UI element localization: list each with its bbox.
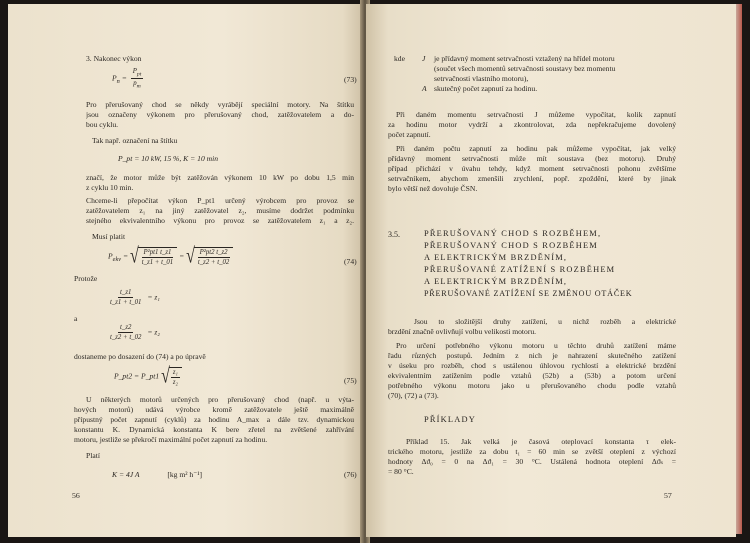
p9-line-3: přípustný počet zapnutí (cyklů) za hodinu A_max a dále tzv. dynamickou xyxy=(74,415,354,424)
p7-text: a xyxy=(74,314,78,323)
rp5-line-4: = 80 °C. xyxy=(388,467,414,476)
frac-b-den: t_z2 + t_02 xyxy=(110,334,142,341)
frac-a-den: t_z1 + t_01 xyxy=(110,299,142,306)
label-equation: P_pt = 10 kW, 15 %, K = 10 min xyxy=(118,154,219,163)
eq73-lhs-sub: n xyxy=(116,78,120,86)
eq74-num-1: P²pt1 t_z1 xyxy=(143,249,172,256)
p9-line-5: motoru, jestliže se překročí maximální počet zapnutí za hodinu. xyxy=(74,435,268,444)
p9-line-2: hových motorů) udává výrobce kromě zatěžovatele ještě maximálně xyxy=(74,405,354,414)
def-sym-1: J xyxy=(422,54,426,63)
eq73-lhs: P xyxy=(112,73,117,83)
frac-a-num: t_z1 xyxy=(120,289,132,296)
section-title-line-6: PŘERUŠOVANÉ ZATÍŽENÍ SE ZMĚNOU OTÁČEK xyxy=(424,289,633,298)
section-title-line-5: A ELEKTRICKÝM BRZDĚNÍM, xyxy=(424,277,568,286)
eq76-number: (76) xyxy=(344,470,357,479)
rp5-line-3: hodnoty Δϑ₀ = 0 na Δϑ₁ = 30 °C. Ustálená hodnota oteplení Δϑₛ = xyxy=(388,457,676,466)
equation-75: P_pt2 = P_pt1 √ $\frac{\text{z₁}}{\text{z₂}}$ xyxy=(114,367,182,386)
equation-73: $P_n$ = $\frac{P_{pt}}{p_m}$ xyxy=(112,68,142,90)
eq74-number: (74) xyxy=(344,257,357,266)
page-edge xyxy=(736,4,742,534)
section-title-line-1: PŘERUŠOVANÝ CHOD S ROZBĚHEM, xyxy=(424,229,602,238)
eq75-num: z₁ xyxy=(172,369,178,376)
eq74-lhs-sub: ekv xyxy=(112,255,122,263)
eq74-num-2: P²pt2 t_z2 xyxy=(199,249,228,256)
eq73-num: P xyxy=(132,68,137,75)
eq73-den-sub: m xyxy=(136,83,141,90)
eq75-number: (75) xyxy=(344,376,357,385)
frac-b-rhs: = z₂ xyxy=(147,327,160,337)
p10-text: Platí xyxy=(86,451,100,460)
rp5-line-2: trického motoru, jestliže za dobu t₁ = 60 min se zvětší oteplení z výchozí xyxy=(388,447,676,456)
left-page-number: 56 xyxy=(72,491,80,500)
eq76-unit: [kg m² h⁻¹] xyxy=(167,470,203,479)
rp4-line-3: v úseku pro rozběh, chod s ustálenou úhlovou rychlostí a elektrické brzdění xyxy=(388,361,676,370)
eq73-num-sub: pt xyxy=(136,71,142,78)
p9-line-4: konstantu K. Dynamická konstanta K bere zřetel na zvětšené zahřívání xyxy=(74,425,354,434)
p1-line-3: bou cyklu. xyxy=(86,120,119,129)
def-text-3: setrvačnosti vlastního motoru), xyxy=(434,74,529,83)
section-title-line-2: PŘERUŠOVANÝ CHOD S ROZBĚHEM xyxy=(424,241,598,250)
def-text-4: skutečný počet zapnutí za hodinu. xyxy=(434,84,538,93)
p3-line-2: z cyklu 10 min. xyxy=(86,183,134,192)
eq74-den-1: t_z1 + t_01 xyxy=(141,259,174,266)
def-text-1: je přídavný moment setrvačnosti vztažený na hřídel motoru xyxy=(434,54,615,63)
rp4-line-1: Pro určení potřebného výkonu motoru u těchto druhů zatížení máme xyxy=(396,341,676,350)
eq76-lhs: K = 4J A xyxy=(112,470,140,479)
eq74-root-1: √ $\frac{\text{P²pt1 t\_z1}}{t\_z1 + t\_01}$ xyxy=(130,247,177,266)
def-sym-4: A xyxy=(422,84,427,93)
def-text-2: (součet všech momentů setrvačnosti soustavy bez momentu xyxy=(434,64,616,73)
p1-line-1: Pro přerušovaný chod se někdy vyrábějí speciální motory. Na štítku xyxy=(86,100,354,109)
section-title-line-3: A ELEKTRICKÝM BRZDĚNÍM, xyxy=(424,253,568,262)
eq74-den-2: t_z2 + t_02 xyxy=(197,259,230,266)
kde-label: kde xyxy=(394,54,405,63)
examples-heading: PŘÍKLADY xyxy=(424,415,476,424)
eq75-den: z₂ xyxy=(172,379,178,386)
p9-line-1: U některých motorů určených pro přerušovaný chod (např. u výta- xyxy=(86,395,354,404)
rp2-line-4: setrvačníkem, abychom zmenšili zrychlení, popř. zpoždění, které by jinak xyxy=(388,174,676,183)
eq74-root-2: √ $\frac{\text{P²pt2 t\_z2}}{t\_z2 + t\_02}$ xyxy=(186,247,233,266)
p3-line-1: značí, že motor může být zatěžován výkonem 10 kW po dobu 1,5 min xyxy=(86,173,354,182)
rp4-line-5: potřebného výkonu motoru jako u přerušovaného chodu podle vztahů xyxy=(388,381,676,390)
p1-line-2: jsou označeny výkonem pro přerušovaný chod, zatěžovatelem a do- xyxy=(86,110,354,119)
section-title-line-4: PŘERUŠOVANÉ ZATÍŽENÍ S ROZBĚHEM xyxy=(424,265,616,274)
rp1-line-2: za hodinu motor vydrží a zkontrolovat, zda nepřekračujeme dovolený xyxy=(388,120,676,129)
fraction-b xyxy=(106,324,160,341)
rp3-line-1: Jsou to složitější druhy zatížení, u nichž rozběh a elektrické xyxy=(414,317,676,326)
left-page xyxy=(8,4,364,537)
p5-text: Musí platit xyxy=(92,232,126,241)
section-number: 3.5. xyxy=(388,230,400,239)
rp4-line-2: řadu různých postupů. Jedním z nich je nahrazení skutečného zatížení xyxy=(388,351,676,360)
eq75-lhs: P_pt2 = P_pt1 xyxy=(114,371,160,381)
rp4-line-6: (70), (72) a (73). xyxy=(388,391,439,400)
rp1-line-3: počet zapnutí. xyxy=(388,130,431,139)
frac-a-rhs: = z₁ xyxy=(147,292,160,302)
rp1-line-1: Při daném momentu setrvačnosti J můžeme vypočítat, kolik zapnutí xyxy=(396,110,676,119)
item-3-text: 3. Nakonec výkon xyxy=(86,54,142,63)
p2-text: Tak např. označení na štítku xyxy=(92,136,178,145)
frac-b-num: t_z2 xyxy=(120,324,132,331)
p4-line-3: stejného ekvivalentního výkonu pro provoz se zatěžovatelem z₁ a z₂. xyxy=(86,216,354,225)
p4-line-2: zatěžovatelem z₁ na jiný zatěžovatel z₂, musíme dodržet podmínku xyxy=(86,206,354,215)
eq74-lhs: P xyxy=(108,251,113,261)
rp2-line-3: případ přichází v úvahu tehdy, když moment setrvačnosti pohonu zvětšíme xyxy=(388,164,676,173)
equation-76 xyxy=(112,470,202,479)
rp2-line-2: přídavný moment setrvačnosti může mít soustava (bez motoru). Druhý xyxy=(388,154,676,163)
rp3-line-2: brzdění značně ovlivňují volbu velikosti motoru. xyxy=(388,327,537,336)
rp4-line-4: ekvivalentním zatížením podle vztahů (52b) a (53b) a potom určení xyxy=(388,371,676,380)
right-page-number: 57 xyxy=(664,491,672,500)
rp5-line-1: Příklad 15. Jak velká je časová oteplovací konstanta τ elek- xyxy=(406,437,676,446)
rp2-line-1: Při daném počtu zapnutí za hodinu pak můžeme vypočítat, jak velký xyxy=(396,144,676,153)
eq73-den: p xyxy=(133,80,137,88)
rp2-line-5: bylo větší než dovoluje ČSN. xyxy=(388,184,478,193)
equation-74: $P_{ekv}$ = √ $\frac{\text{P²pt1 t\_z1}}{t\_z1 + t\_01}$ = √ $\frac{\text{P²pt2 t\_z2}}{t\_z2 + t\_02}$ xyxy=(108,247,233,266)
eq73-fraction xyxy=(131,68,144,90)
eq73-number: (73) xyxy=(344,75,357,84)
p4-line-1: Chceme-li přepočítat výkon P_pt1 určený výrobcem pro provoz se xyxy=(86,196,354,205)
right-page xyxy=(366,4,736,537)
p8-text: dostaneme po dosazení do (74) a po úpravě xyxy=(74,352,206,361)
fraction-a xyxy=(106,289,160,306)
p6-text: Protože xyxy=(74,274,98,283)
